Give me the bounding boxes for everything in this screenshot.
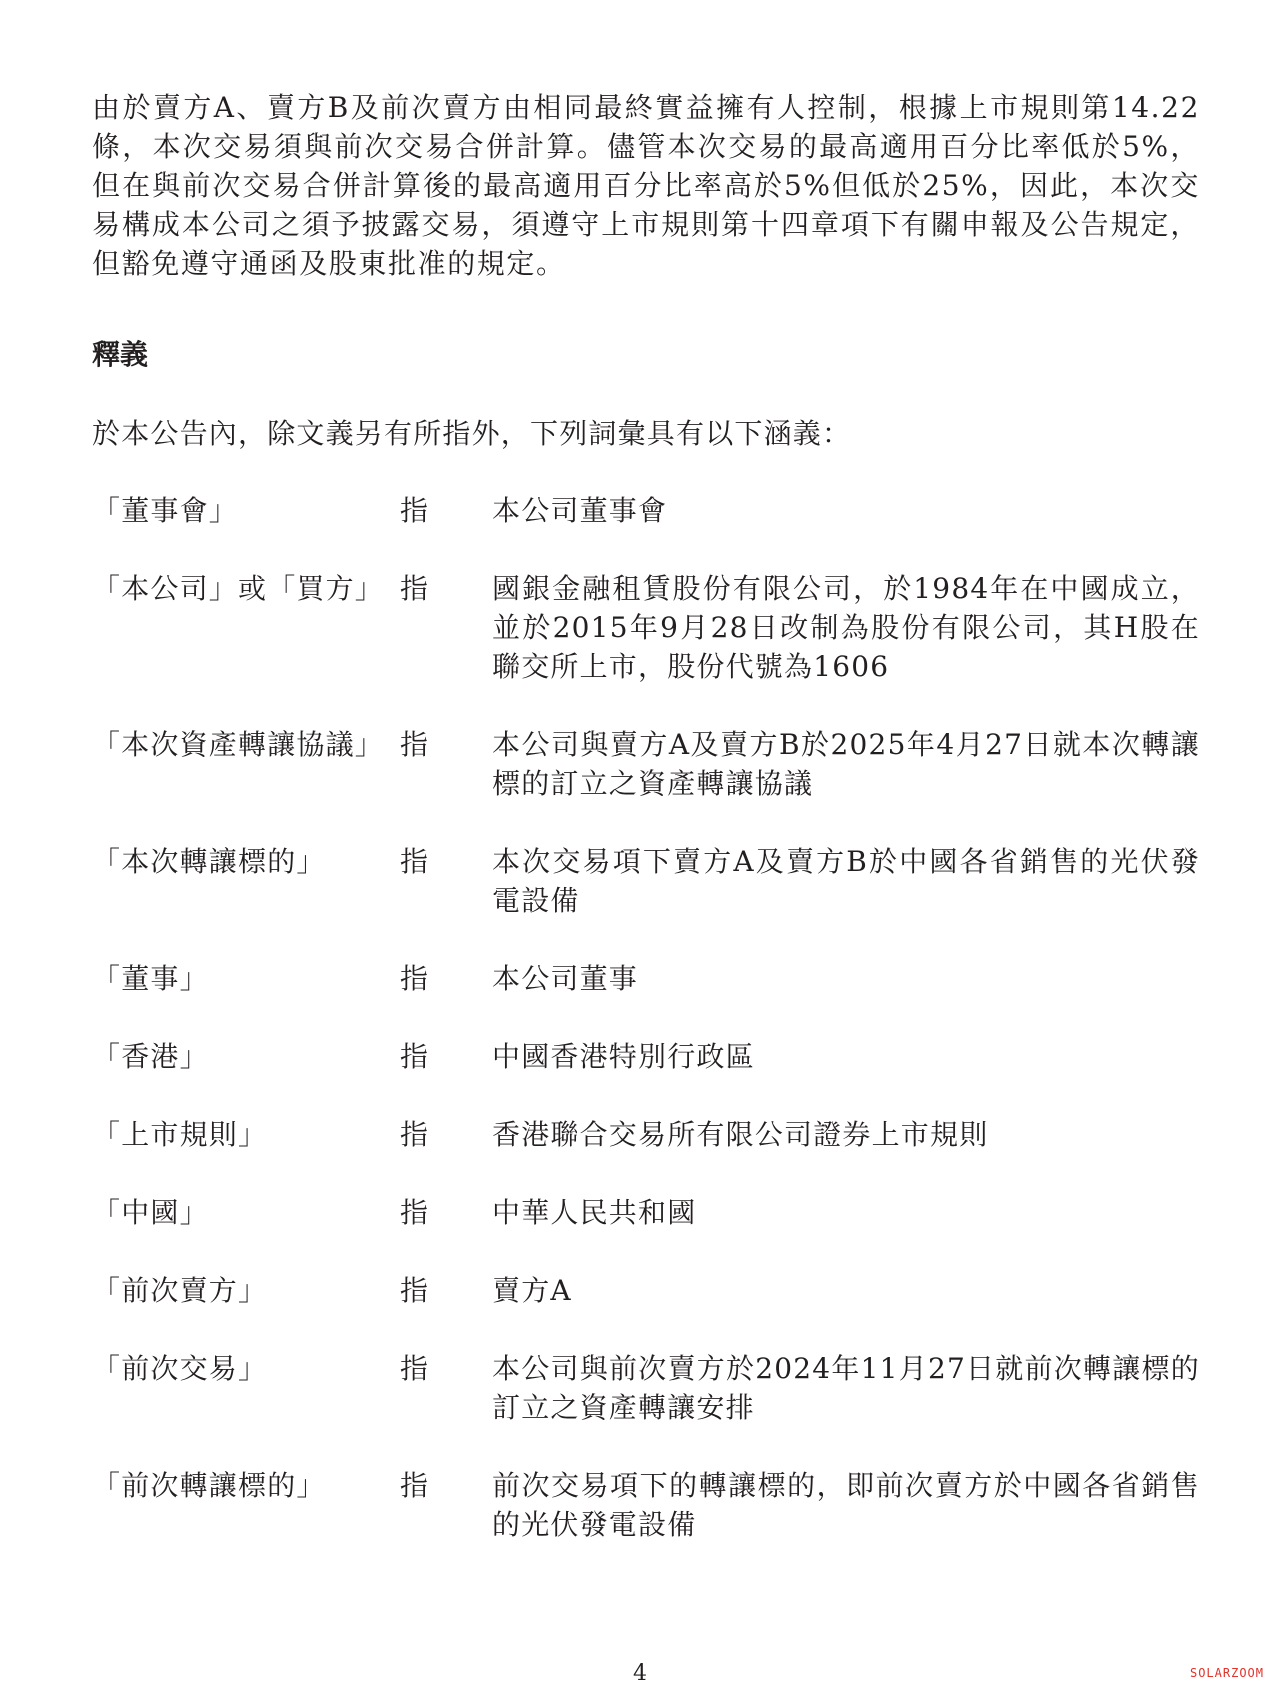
definitions-lead: 於本公告內，除文義另有所指外，下列詞彙具有以下涵義： — [92, 417, 852, 450]
definition-verb: 指 — [400, 1274, 430, 1307]
definition-row — [92, 1193, 1200, 1232]
definition-meaning: 香港聯合交易所有限公司證券上市規則 — [492, 1118, 989, 1151]
definition-row — [92, 725, 1200, 803]
definition-verb: 指 — [400, 728, 430, 761]
definition-verb: 指 — [400, 1040, 430, 1073]
definition-meaning: 本公司董事會 — [492, 494, 668, 527]
definition-meaning: 本公司董事 — [492, 962, 639, 995]
definition-row — [92, 1115, 1200, 1154]
definition-meaning: 中華人民共和國 — [492, 1196, 697, 1229]
definition-verb: 指 — [400, 572, 430, 605]
watermark-logo: SOLARZOOM — [1189, 1666, 1264, 1680]
definition-term: 「香港」 — [92, 1040, 209, 1073]
definition-verb: 指 — [400, 1352, 430, 1385]
definition-verb: 指 — [400, 494, 430, 527]
definition-meaning: 本公司與賣方A及賣方B於2025年4月27日就本次轉讓標的訂立之資產轉讓協議 — [492, 728, 1200, 800]
definition-row — [92, 842, 1200, 920]
definition-row — [92, 569, 1200, 686]
definition-meaning: 前次交易項下的轉讓標的，即前次賣方於中國各省銷售的光伏發電設備 — [492, 1469, 1200, 1541]
definition-term: 「董事會」 — [92, 494, 239, 527]
definition-row — [92, 959, 1200, 998]
section-heading-definitions: 釋義 — [92, 338, 149, 371]
definition-verb: 指 — [400, 1196, 430, 1229]
definition-row — [92, 1037, 1200, 1076]
definition-row — [92, 1466, 1200, 1544]
definition-term: 「中國」 — [92, 1196, 209, 1229]
definition-term: 「上市規則」 — [92, 1118, 268, 1151]
definition-row — [92, 1271, 1200, 1310]
page-number: 4 — [633, 1661, 647, 1686]
definition-term: 「前次交易」 — [92, 1352, 268, 1385]
definition-row — [92, 1349, 1200, 1427]
definition-term: 「本次資產轉讓協議」 — [92, 728, 385, 761]
definition-verb: 指 — [400, 962, 430, 995]
definition-term: 「本次轉讓標的」 — [92, 845, 326, 878]
definition-term: 「前次賣方」 — [92, 1274, 268, 1307]
definition-row — [92, 491, 1200, 530]
definition-meaning: 本公司與前次賣方於2024年11月27日就前次轉讓標的訂立之資產轉讓安排 — [492, 1352, 1200, 1424]
intro-paragraph: 由於賣方A、賣方B及前次賣方由相同最終實益擁有人控制，根據上市規則第14.22條，本次交易須與前次交易合併計算。儘管本次交易的最高適用百分比率低於5%，但在與前次交易合併計算後的最高適用百分比率高於5%但低於25%，因此，本次交易構成本公司之須予披露交易，須遵守上市規則第十四章項下有關申報及公告規定，但豁免遵守通函及股東批准的規定。 — [92, 91, 1200, 280]
definition-term: 「董事」 — [92, 962, 209, 995]
definition-term: 「前次轉讓標的」 — [92, 1469, 326, 1502]
definition-verb: 指 — [400, 845, 430, 878]
definitions-list — [92, 491, 1200, 1544]
definition-meaning: 本次交易項下賣方A及賣方B於中國各省銷售的光伏發電設備 — [492, 845, 1200, 917]
document-page — [92, 88, 1200, 1583]
definition-verb: 指 — [400, 1118, 430, 1151]
definition-meaning: 賣方A — [492, 1274, 572, 1307]
definition-verb: 指 — [400, 1469, 430, 1502]
definition-meaning: 國銀金融租賃股份有限公司，於1984年在中國成立，並於2015年9月28日改制為股份有限公司，其H股在聯交所上市，股份代號為1606 — [492, 572, 1200, 683]
definition-term: 「本公司」或「買方」 — [92, 572, 385, 605]
definition-meaning: 中國香港特別行政區 — [492, 1040, 755, 1073]
